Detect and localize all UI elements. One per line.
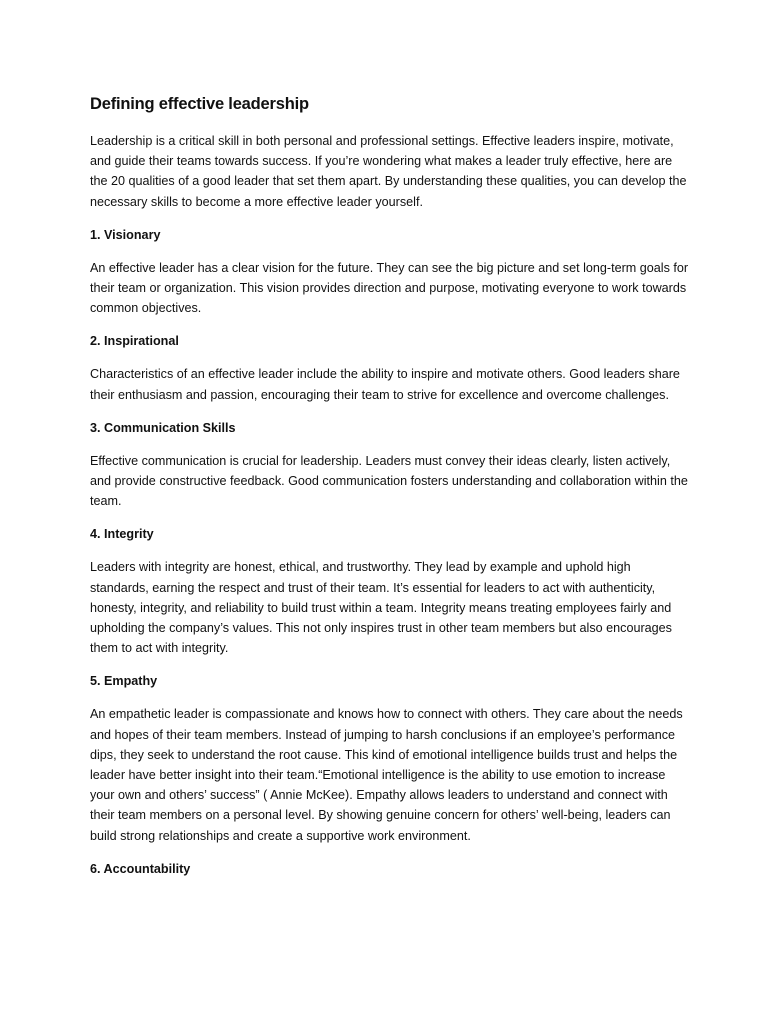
- section-body-visionary: An effective leader has a clear vision for the future. They can see the big picture and set long-term goals for their team or organization. This vision provides direction and purpose, motivating everyone to work towards common objectives.: [90, 260, 689, 316]
- section-heading-empathy: 5. Empathy: [90, 674, 158, 689]
- section-heading-communication-skills: 3. Communication Skills: [90, 420, 236, 435]
- intro-paragraph: Leadership is a critical skill in both personal and professional settings. Effective leaders inspire, motivate, and guide their teams towards success. If you’re wondering what makes a leader truly effective, here are the 20 qualities of a good leader that set them apart. By understanding these qualities, you can develop the necessary skills to become a more effective leader yourself.: [90, 134, 687, 209]
- document-page: [90, 93, 690, 892]
- section-body-communication-skills: Effective communication is crucial for leadership. Leaders must convey their ideas clearly, listen actively, and provide constructive feedback. Good communication fosters understanding and collaboration within the team.: [90, 453, 688, 509]
- section-heading-inspirational: 2. Inspirational: [90, 334, 179, 349]
- page-title: Defining effective leadership: [90, 95, 309, 113]
- section-body-inspirational: Characteristics of an effective leader include the ability to inspire and motivate others. Good leaders share their enthusiasm and passion, encouraging their team to strive for excellence and overcome challenges.: [90, 367, 680, 402]
- section-heading-integrity: 4. Integrity: [90, 527, 154, 542]
- section-heading-visionary: 1. Visionary: [90, 227, 161, 242]
- section-body-integrity: Leaders with integrity are honest, ethical, and trustworthy. They lead by example and uphold high standards, earning the respect and trust of their team. It’s essential for leaders to act with authenticity, honesty, integrity, and reliability to build trust within a team. Integrity means treating employees fairly and upholding the company’s values. This not only inspires trust in other team members but also encourages them to act with integrity.: [90, 560, 672, 656]
- section-body-empathy: An empathetic leader is compassionate and knows how to connect with others. They care about the needs and hopes of their team members. Instead of jumping to harsh conclusions if an employee’s performance dips, they seek to understand the root cause. This kind of emotional intelligence builds trust and helps the leader have better insight into their team.“Emotional intelligence is the ability to use emotion to increase your own and others’ success” ( Annie McKee). Empathy allows leaders to understand and connect with their team members on a personal level. By showing genuine concern for others’ well-being, leaders can build strong relationships and create a supportive work environment.: [90, 707, 683, 843]
- section-heading-accountability: 6. Accountability: [90, 861, 191, 876]
